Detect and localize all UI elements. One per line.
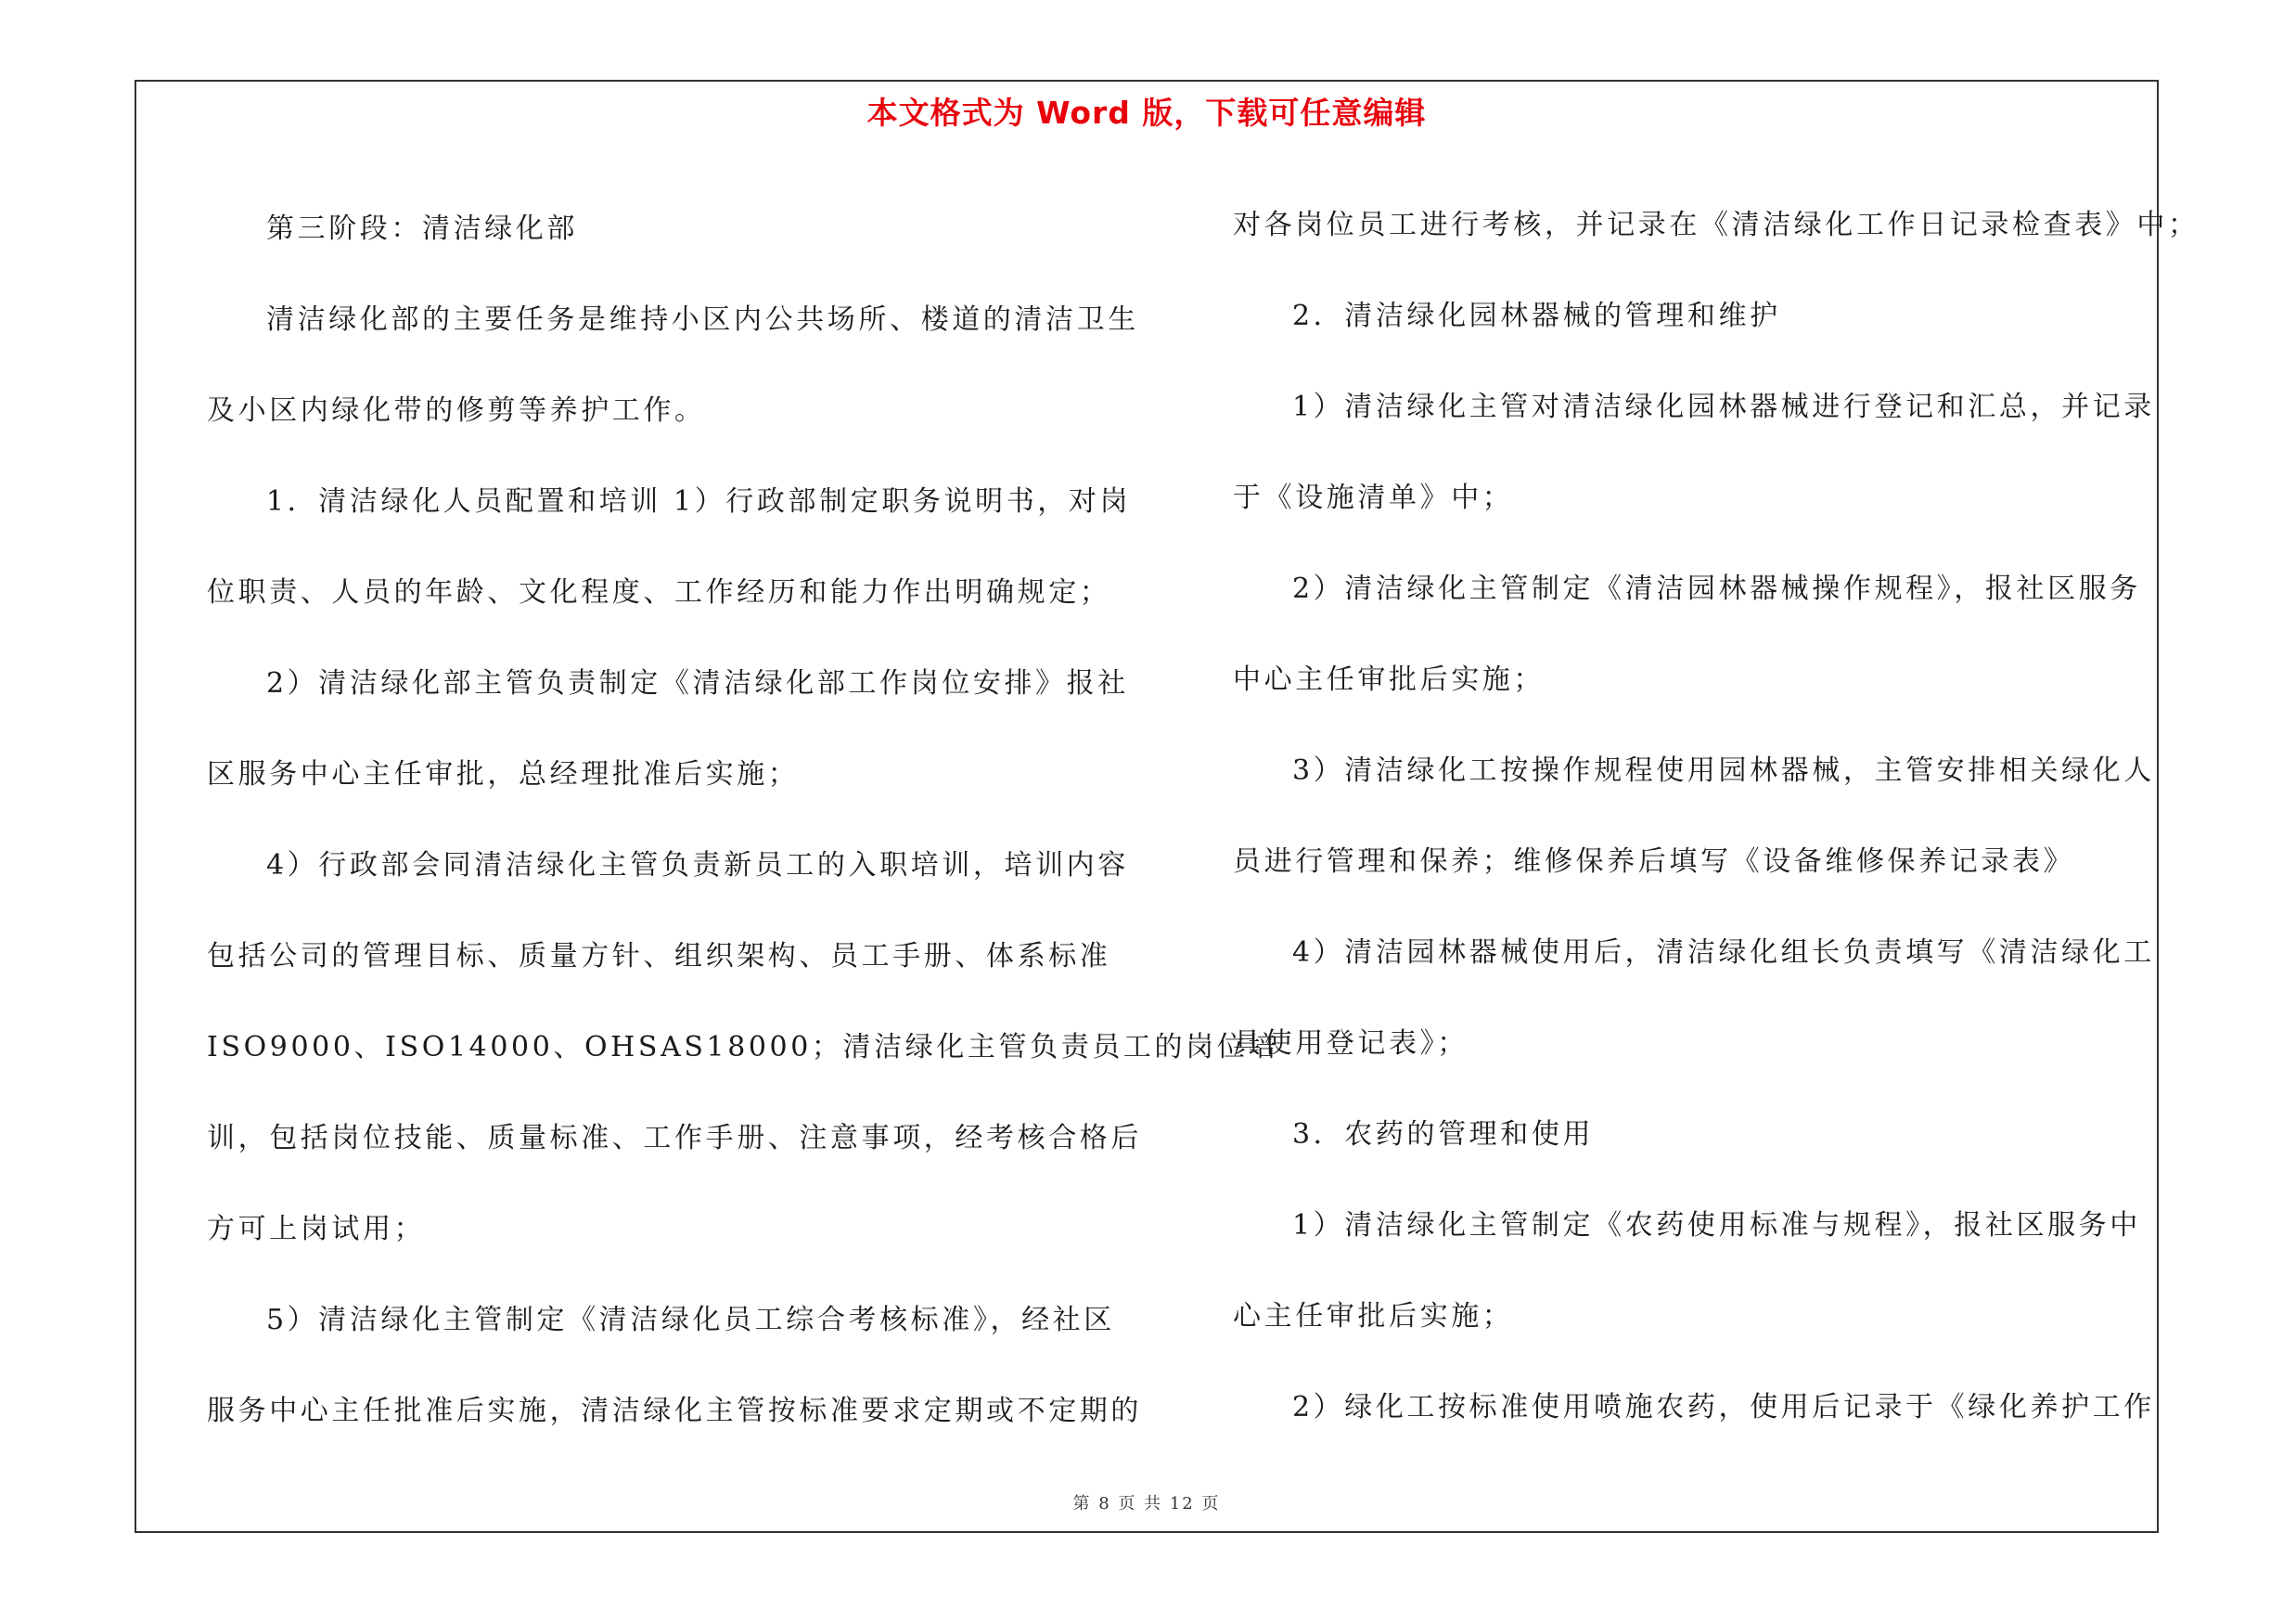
section-heading: 2．清洁绿化园林器械的管理和维护 bbox=[1292, 300, 1781, 332]
paragraph-line: 于《设施清单》中； bbox=[1233, 482, 1514, 514]
paragraph-line: 服务中心主任批准后实施，清洁绿化主管按标准要求定期或不定期的 bbox=[207, 1395, 1142, 1427]
paragraph-line: 2）清洁绿化主管制定《清洁园林器械操作规程》，报社区服务 bbox=[1292, 573, 2141, 605]
paragraph-line: 对各岗位员工进行考核，并记录在《清洁绿化工作日记录检查表》中； bbox=[1233, 209, 2200, 241]
paragraph-line: ISO9000、ISO14000、OHSAS18000；清洁绿化主管负责员工的岗位培 bbox=[207, 1031, 1279, 1063]
paragraph-line: 4）行政部会同清洁绿化主管负责新员工的入职培训，培训内容 bbox=[266, 849, 1129, 882]
paragraph-line: 1）清洁绿化主管对清洁绿化园林器械进行登记和汇总，并记录 bbox=[1292, 391, 2155, 423]
section-heading: 3．农药的管理和使用 bbox=[1292, 1118, 1595, 1151]
paragraph-line: 5）清洁绿化主管制定《清洁绿化员工综合考核标准》，经社区 bbox=[266, 1304, 1115, 1336]
paragraph-line: 清洁绿化部的主要任务是维持小区内公共场所、楼道的清洁卫生 bbox=[266, 303, 1139, 336]
left-column bbox=[207, 184, 1279, 1457]
header-banner: 本文格式为 Word 版，下载可任意编辑 bbox=[866, 95, 1427, 131]
paragraph-line: 训，包括岗位技能、质量标准、工作手册、注意事项，经考核合格后 bbox=[207, 1122, 1142, 1154]
paragraph-line: 1）清洁绿化主管制定《农药使用标准与规程》，报社区服务中 bbox=[1292, 1209, 2141, 1242]
right-column bbox=[1233, 180, 2200, 1453]
paragraph-line: 中心主任审批后实施； bbox=[1233, 663, 1545, 696]
paragraph-line: 4）清洁园林器械使用后，清洁绿化组长负责填写《清洁绿化工 bbox=[1292, 936, 2155, 969]
paragraph-line: 及小区内绿化带的修剪等养护工作。 bbox=[207, 394, 706, 427]
paragraph-line: 3）清洁绿化工按操作规程使用园林器械，主管安排相关绿化人 bbox=[1292, 754, 2155, 787]
paragraph-line: 2）清洁绿化部主管负责制定《清洁绿化部工作岗位安排》报社 bbox=[266, 667, 1129, 700]
paragraph-line: 具使用登记表》； bbox=[1233, 1027, 1469, 1060]
paragraph-line: 方可上岗试用； bbox=[207, 1213, 426, 1245]
paragraph-line: 心主任审批后实施； bbox=[1233, 1300, 1514, 1333]
paragraph-line: 位职责、人员的年龄、文化程度、工作经历和能力作出明确规定； bbox=[207, 576, 1111, 609]
paragraph-line: 区服务中心主任审批，总经理批准后实施； bbox=[207, 758, 800, 791]
paragraph-line: 员进行管理和保养；维修保养后填写《设备维修保养记录表》 bbox=[1233, 845, 2075, 878]
page-frame bbox=[135, 80, 2200, 1533]
section-heading: 第三阶段：清洁绿化部 bbox=[266, 213, 578, 245]
paragraph-line: 1．清洁绿化人员配置和培训 1）行政部制定职务说明书，对岗 bbox=[266, 485, 1132, 518]
page-number-footer: 第 8 页 共 12 页 bbox=[1072, 1494, 1221, 1514]
paragraph-line: 包括公司的管理目标、质量方针、组织架构、员工手册、体系标准 bbox=[207, 940, 1111, 973]
paragraph-line: 2）绿化工按标准使用喷施农药，使用后记录于《绿化养护工作 bbox=[1292, 1391, 2155, 1423]
